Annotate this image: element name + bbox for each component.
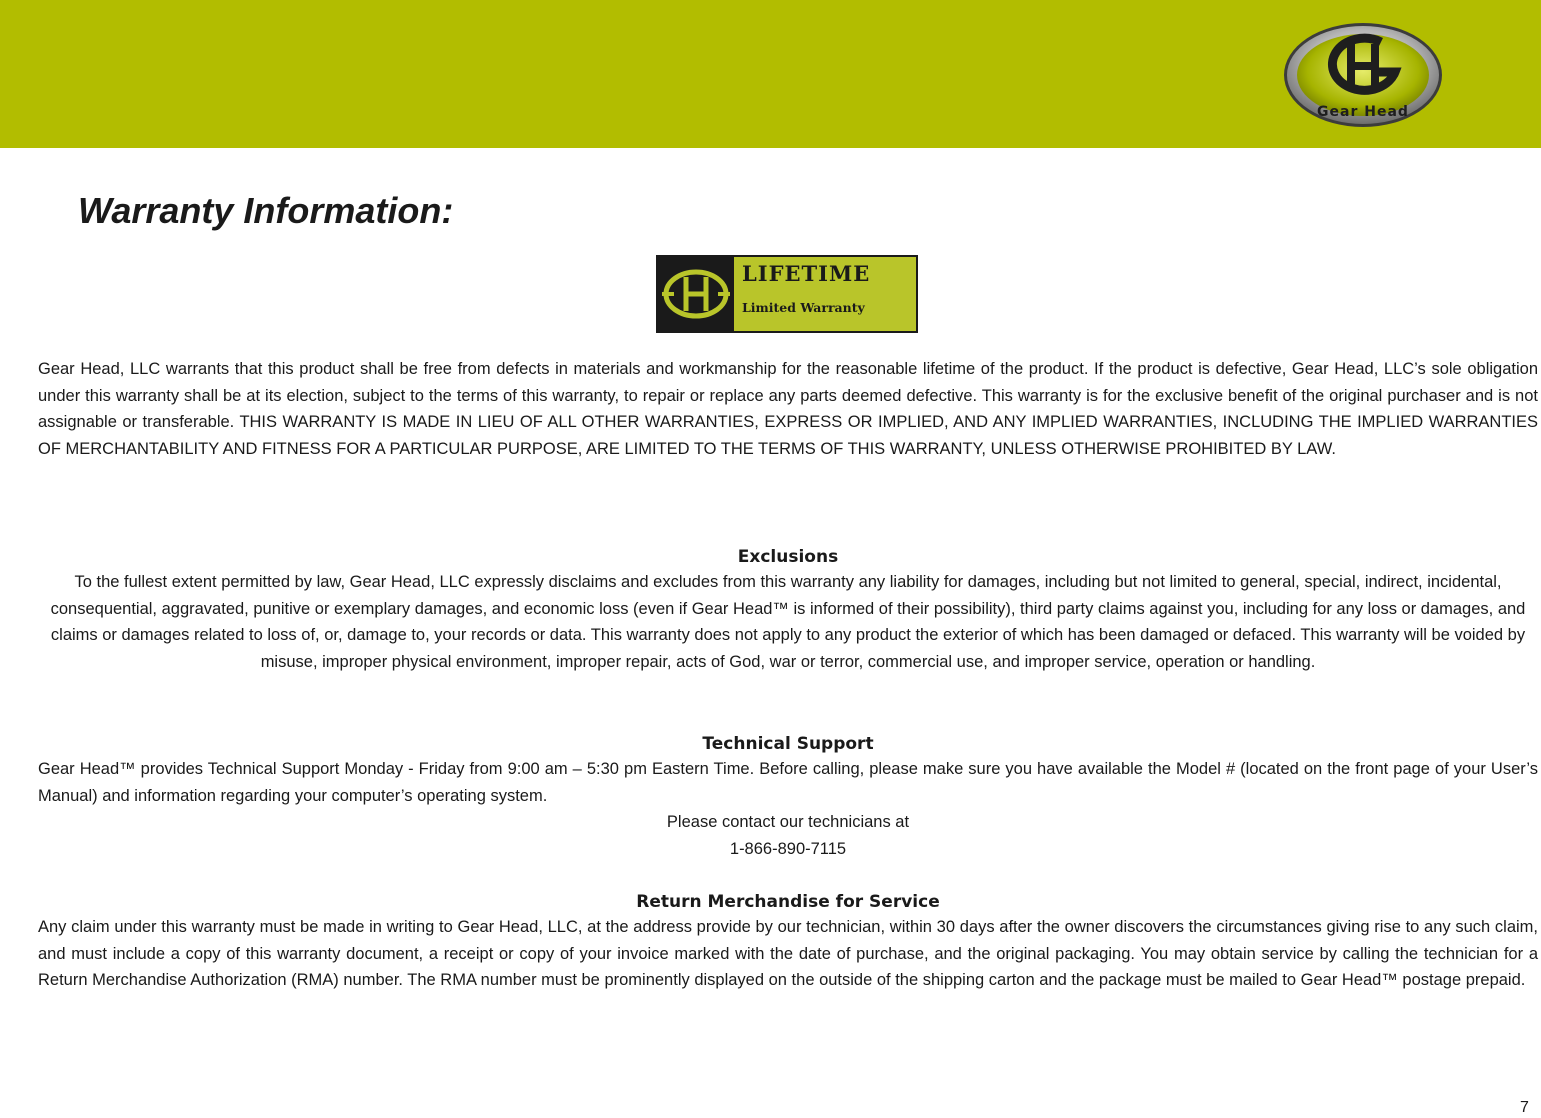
exclusions-heading: Exclusions (737, 547, 839, 567)
warranty-intro-paragraph: Gear Head, LLC warrants that this product shall be free from defects in materials and workmanship for the reasonable lifetime of the product. If the product is defective, Gear Head, LLC’s sole obligation under this warranty shall be at its election, subject to the terms of this warranty, to repair or replace any parts deemed defective. This warranty is for the exclusive benefit of the original purchaser and is not assignable or transferable. THIS WARRANTY IS MADE IN LIEU OF ALL OTHER WARRANTIES, EXPRESS OR IMPLIED, AND ANY IMPLIED WARRANTIES, INCLUDING THE IMPLIED WARRANTIES OF MERCHANTABILITY AND FITNESS FOR A PARTICULAR PURPOSE, ARE LIMITED TO THE TERMS OF THIS WARRANTY, UNLESS OTHERWISE PROHIBITED BY LAW. (38, 360, 1538, 458)
page-number: 7 (1520, 1099, 1529, 1116)
return-merchandise-heading: Return Merchandise for Service (636, 892, 940, 912)
page-title: Warranty Information: (78, 190, 454, 231)
contact-technicians-line: Please contact our technicians at (666, 813, 910, 831)
technical-support-heading: Technical Support (702, 734, 874, 754)
return-merchandise-paragraph: Any claim under this warranty must be made in writing to Gear Head, LLC, at the address provide by our technician, within 30 days after the owner discovers the circumstances giving rise to any such claim, and must include a copy of this warranty document, a receipt or copy of your invoice marked with the date of purchase, and the original packaging. You may obtain service by calling the technician for a Return Merchandise Authorization (RMA) number. The RMA number must be prominently displayed on the outside of the shipping carton and the package must be mailed to Gear Head™ postage prepaid. (38, 918, 1538, 989)
exclusions-paragraph: To the fullest extent permitted by law, Gear Head, LLC expressly disclaims and excludes from this warranty any liability for damages, including but not limited to general, special, indirect, incidental, consequential, aggravated, punitive or exemplary damages, and economic loss (even if Gear Head™ is informed of their possibility), third party claims against you, including for any loss or damages, and claims or damages related to loss of, or, damage to, your records or data. This warranty does not apply to any product the exterior of which has been damaged or defaced. This warranty will be voided by misuse, improper physical environment, improper repair, acts of God, war or terror, commercial use, and improper service, operation or handling. (50, 573, 1526, 671)
badge-title: LIFETIME (742, 261, 871, 286)
gear-head-emblem-icon (658, 257, 734, 331)
logo-wordmark: Gear Head (1317, 104, 1409, 120)
badge-subtitle: Limited Warranty (742, 300, 865, 315)
technical-support-paragraph: Gear Head™ provides Technical Support Monday - Friday from 9:00 am – 5:30 pm Eastern Time. Before calling, please make sure you have available the Model # (located on the front page of your User’s Manual) and information regarding your computer’s operating system. (38, 760, 1538, 805)
lifetime-warranty-badge (656, 255, 918, 333)
gear-head-logo-icon (1283, 22, 1443, 128)
support-phone-number: 1-866-890-7115 (729, 840, 847, 858)
